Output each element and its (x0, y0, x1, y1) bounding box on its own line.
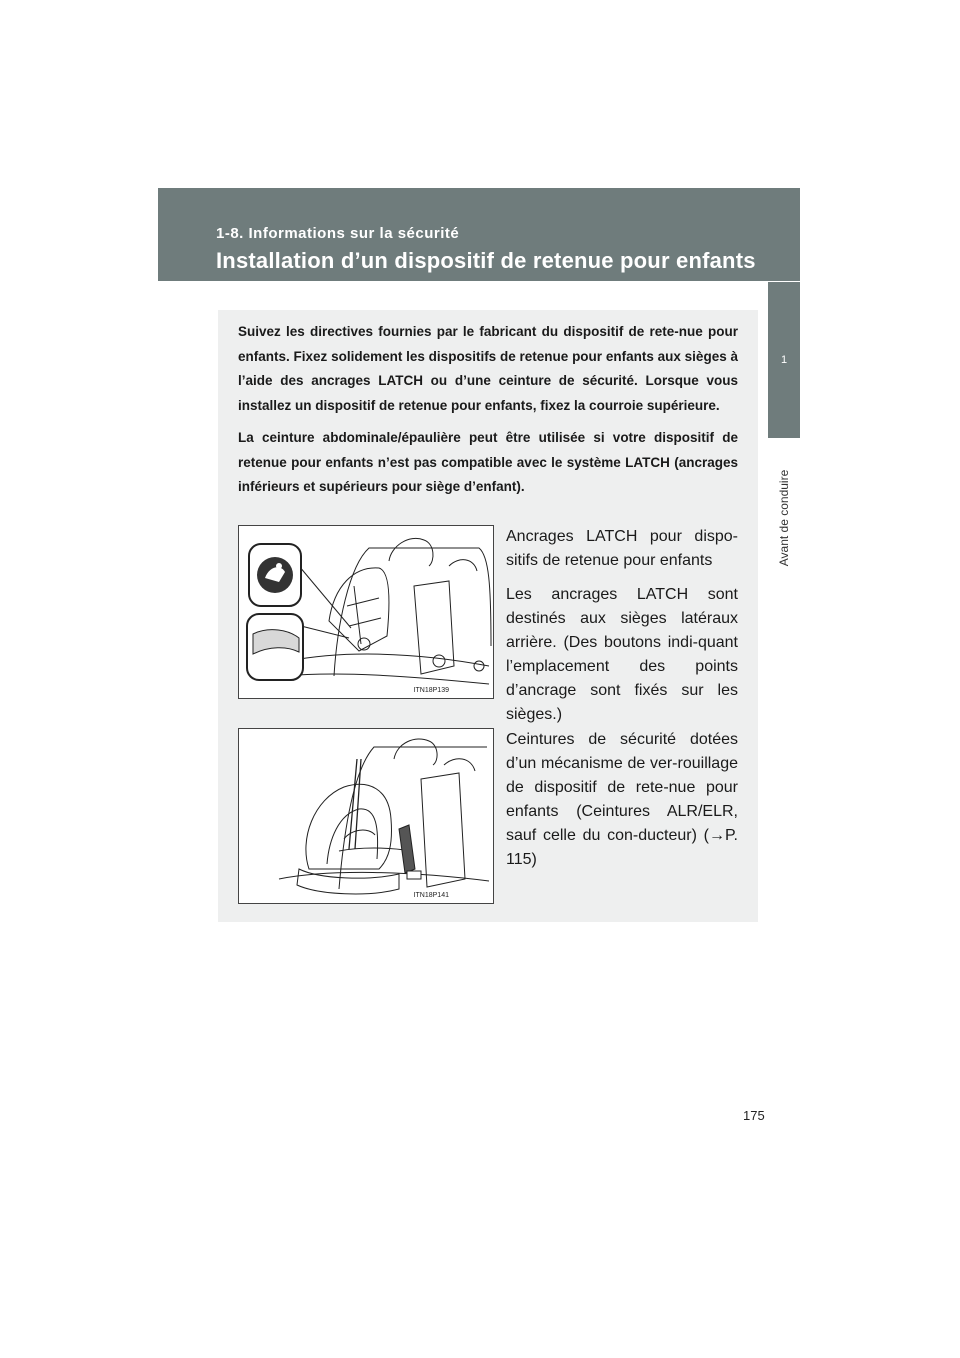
intro-paragraph-1: Suivez les directives fournies par le fabricant du dispositif de rete-nue pour enfants. Fixez solidement les dispositifs de retenue pour enfants aux sièges à l’aide des ancrages LATCH ou d’une ceinture de sécurité. Lorsque vous installez un dispositif de retenue pour enfants, fixez la courroie supérieure. (238, 324, 738, 413)
page-title: Installation d’un dispositif de retenue pour enfants (216, 248, 756, 273)
page-number: 175 (743, 1108, 765, 1123)
latch-anchors-illustration (238, 525, 494, 699)
seatbelt-text: Ceintures de sécurité dotées d’un mécanisme de ver-rouillage de dispositif de rete-nue pour enfants (Ceintures ALR/ELR, sauf celle du con-ducteur) (→P. 115) (506, 731, 738, 868)
section-label: 1-8. Informations sur la sécurité (216, 225, 460, 242)
seatbelt-description (506, 728, 738, 882)
chapter-header (158, 188, 800, 281)
latch-text: Les ancrages LATCH sont destinés aux sièges latéraux arrière. (Des boutons indi-quant l’emplacement des points d’ancrage sont fixés sur les sièges.) (506, 586, 738, 723)
chapter-tab-label-text: Avant de conduire (777, 469, 791, 567)
image-code-1: ITN18P139 (413, 687, 449, 694)
intro-paragraph-2: La ceinture abdominale/épaulière peut être utilisée si votre dispositif de retenue pour enfants n’est pas compatible avec le système LATCH (ancrages inférieurs et supérieurs pour siège d’enfant). (238, 430, 738, 494)
seatbelt-seat-drawing (239, 729, 493, 903)
latch-seat-drawing (239, 526, 493, 698)
chapter-tab-label (768, 438, 800, 598)
image-code-2: ITN18P141 (413, 892, 449, 899)
latch-heading: Ancrages LATCH pour dispo-sitifs de retenue pour enfants (506, 528, 738, 569)
latch-description (506, 525, 738, 737)
content-panel (218, 310, 758, 922)
seatbelt-illustration (238, 728, 494, 904)
intro-text (238, 320, 738, 508)
chapter-tab-number: 1 (768, 282, 800, 438)
